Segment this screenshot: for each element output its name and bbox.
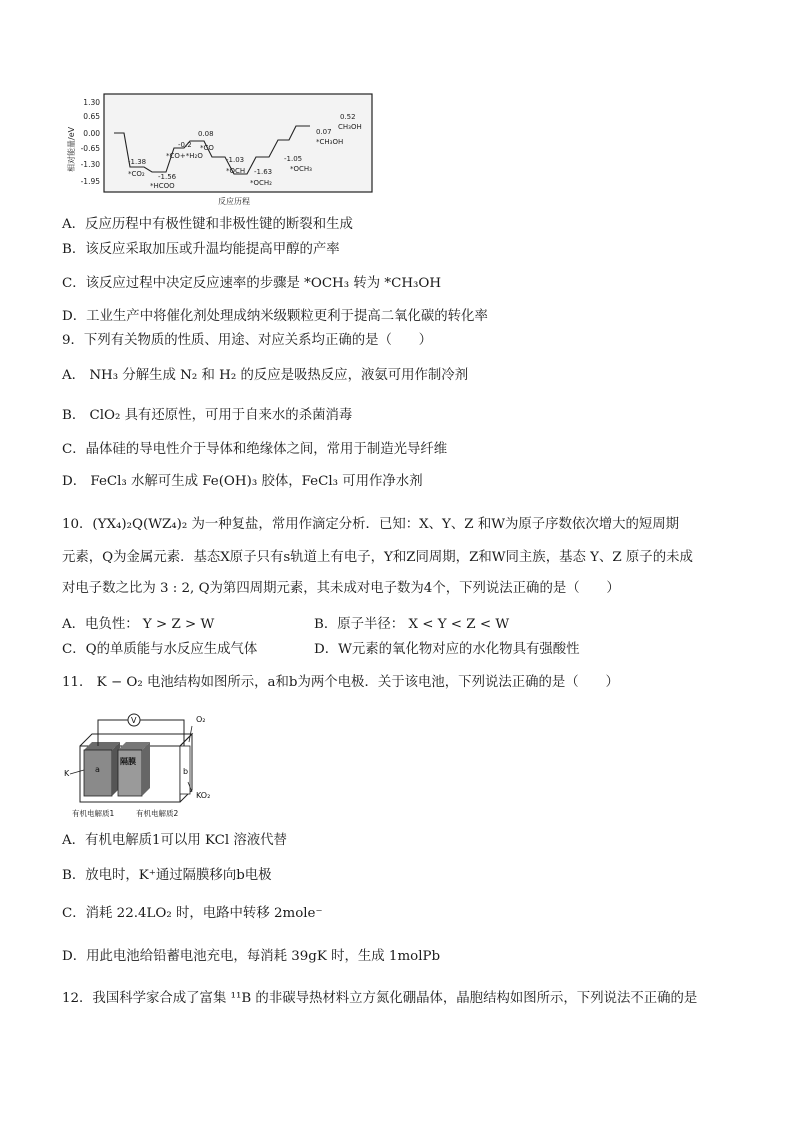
q11-stem: 11． K − O₂ 电池结构如图所示，a和b为两个电极．关于该电池，下列说法正确的是（ ） [62, 675, 619, 690]
level-value: -0.2 [178, 141, 192, 149]
level-value: -1.03 [226, 156, 245, 164]
level-value: -1.63 [254, 168, 273, 176]
q12-stem: 12．我国科学家合成了富集 ¹¹B 的非碳导热材料立方氮化硼晶体，晶胞结构如图所示，下列说法不正确的是 [62, 991, 698, 1006]
q10-option-b: B．原子半径： X < Y < Z < W [314, 617, 510, 632]
label-b: b [183, 767, 189, 776]
label-a: a [95, 765, 100, 774]
level-species: *CO [200, 144, 214, 152]
q11-option-b: B．放电时，K⁺通过隔膜移向b电极 [62, 868, 272, 883]
voltmeter-label: V [131, 716, 137, 725]
y-tick: -1.30 [80, 160, 100, 169]
label-k: K [64, 769, 70, 778]
level-value: -1.05 [284, 155, 303, 163]
q10-stem-line3: 对电子数之比为 3 : 2, Q为第四周期元素，其未成对电子数为4个，下列说法正确的是（ ） [62, 581, 620, 596]
level-value: 0.07 [316, 128, 332, 136]
level-value: 0.52 [340, 113, 356, 121]
level-species: *CO+*H₂O [166, 152, 203, 160]
label-o2: O₂ [196, 715, 206, 724]
q8-option-a: A．反应历程中有极性键和非极性键的断裂和生成 [62, 217, 353, 232]
level-species: CH₃OH [338, 123, 362, 131]
level-species: *CO₂ [128, 170, 145, 178]
y-tick: 1.30 [83, 98, 100, 107]
q10-stem-line1: 10．(YX₄)₂Q(WZ₄)₂ 为一种复盐，常用作滴定分析．已知：X、Y、Z 和W为原子序数依次增大的短周期 [62, 517, 680, 532]
y-axis-label: 相对能量/eV [67, 126, 76, 172]
q9-option-c: C．晶体硅的导电性介于导体和绝缘体之间，常用于制造光导纤维 [62, 442, 448, 457]
q10-option-d: D．W元素的氧化物对应的水化物具有强酸性 [314, 642, 580, 657]
q8-option-b: B．该反应采取加压或升温均能提高甲醇的产率 [62, 242, 340, 257]
q8-option-d: D．工业生产中将催化剂处理成纳米级颗粒更利于提高二氧化碳的转化率 [62, 309, 488, 324]
label-membrane: 隔膜 [120, 757, 136, 766]
level-species: *HCOO [150, 182, 175, 190]
q9-stem: 9．下列有关物质的性质、用途、对应关系均正确的是（ ） [62, 333, 433, 348]
level-value: 0.08 [198, 130, 214, 138]
label-electrolyte2: 有机电解质2 [136, 809, 179, 818]
y-tick: -1.95 [80, 177, 100, 186]
q9-option-d: D． FeCl₃ 水解可生成 Fe(OH)₃ 胶体，FeCl₃ 可用作净水剂 [62, 474, 423, 489]
q9-option-a: A． NH₃ 分解生成 N₂ 和 H₂ 的反应是吸热反应，液氨可用作制冷剂 [62, 368, 469, 383]
level-value: -1.56 [158, 173, 177, 181]
q10-stem-line2: 元素，Q为金属元素．基态X原子只有s轨道上有电子，Y和Z同周期，Z和W同主族，基态 Y、Z 原子的未成 [62, 550, 693, 565]
y-tick: -0.65 [80, 144, 100, 153]
x-axis-label: 反应历程 [218, 197, 250, 206]
battery-diagram [62, 712, 224, 822]
q10-option-a: A．电负性： Y > Z > W [62, 617, 215, 632]
q11-option-c: C．消耗 22.4LO₂ 时，电路中转移 2mole⁻ [62, 906, 323, 921]
y-tick: 0.65 [83, 112, 100, 121]
label-electrolyte1: 有机电解质1 [72, 809, 115, 818]
level-species: *OCH [226, 167, 246, 175]
q9-option-b: B． ClO₂ 具有还原性，可用于自来水的杀菌消毒 [62, 408, 353, 423]
label-ko2: KO₂ [196, 791, 211, 800]
y-tick: 0.00 [83, 129, 100, 138]
q10-option-c: C．Q的单质能与水反应生成气体 [62, 642, 258, 657]
level-species: *CH₃OH [316, 138, 344, 146]
q11-option-d: D．用此电池给铅蓄电池充电，每消耗 39gK 时，生成 1molPb [62, 949, 441, 964]
level-species: *OCH₃ [290, 165, 312, 173]
level-species: *OCH₂ [250, 179, 272, 187]
q8-option-c: C．该反应过程中决定反应速率的步骤是 *OCH₃ 转为 *CH₃OH [62, 276, 442, 291]
q11-option-a: A．有机电解质1可以用 KCl 溶液代替 [62, 833, 287, 848]
energy-profile-figure [62, 88, 382, 210]
level-value: -1.38 [128, 158, 147, 166]
